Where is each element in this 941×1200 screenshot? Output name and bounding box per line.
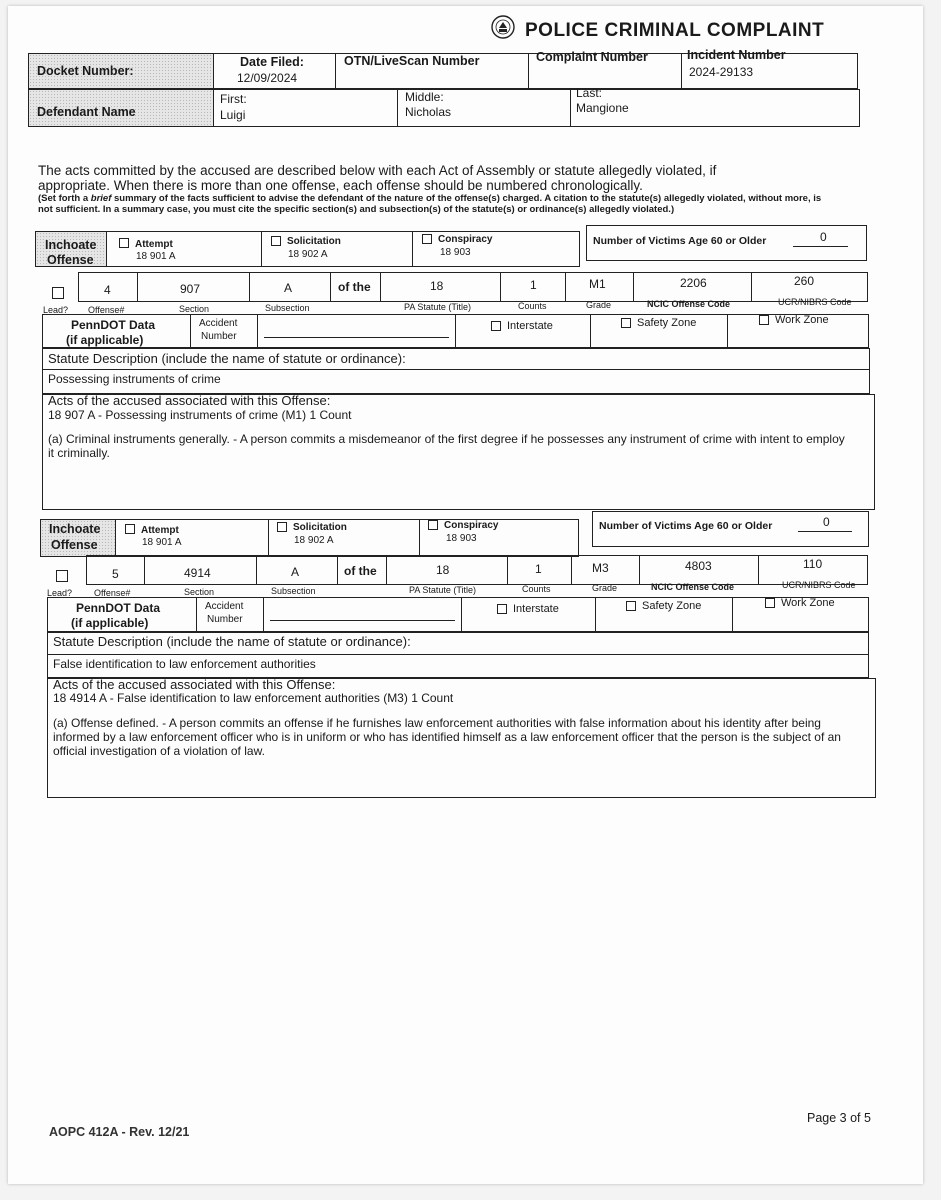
- offense-number-value: 5: [112, 567, 119, 581]
- first-name-label: First:: [220, 92, 247, 106]
- acts-label: Acts of the accused associated with this Offense:: [48, 393, 331, 408]
- ucr-label: UCR/NIBRS Code: [778, 297, 852, 307]
- safety-zone-label: Safety Zone: [637, 317, 697, 329]
- section-label: Section: [184, 587, 215, 597]
- of-the-label: of the: [344, 564, 377, 578]
- subsection-value: A: [291, 565, 300, 579]
- acts-label: Acts of the accused associated with this Offense:: [53, 677, 336, 692]
- ncic-value: 2206: [680, 276, 707, 290]
- inchoate-label: Inchoate: [45, 238, 97, 252]
- ncic-label: NCIC Offense Code: [651, 582, 735, 592]
- work-zone-checkbox[interactable]: [759, 315, 769, 325]
- instructions-fine-print: (Set forth a brief summary of the facts sufficient to advise the defendant of the nature of the offense(s) charged. A citation to the statute(s) allegedly violated, without more, is not sufficient. In a summary case, you must cite the specific section(s) and subsection(s) of the statute(s) or ordinance(s) allegedly violated.): [38, 193, 822, 215]
- acts-text: (a) Offense defined. - A person commits an offense if he furnishes law enforcement authorities with false information about his identity after being informed by a law enforcement officer who is in uniform or who has identified himself as a law enforcement officer that the person is the subject of an official investigation of a violation of law.: [53, 716, 841, 758]
- offense-number-value: 4: [104, 283, 111, 297]
- penndot-label-2: (if applicable): [66, 333, 144, 347]
- safety-zone-label: Safety Zone: [642, 600, 702, 612]
- statute-description-label: Statute Description (include the name of statute or ordinance):: [48, 351, 406, 366]
- offense-num-label: Offense#: [88, 305, 125, 315]
- complaint-number-label: Complaint Number: [536, 50, 648, 64]
- pennsylvania-seal-icon: [490, 14, 516, 40]
- victims-label: Number of Victims Age 60 or Older: [599, 520, 773, 532]
- subsection-value: A: [284, 281, 293, 295]
- incident-number-label: Incident Number: [687, 48, 786, 62]
- statute-description-value: Possessing instruments of crime: [48, 372, 221, 386]
- form-id: AOPC 412A - Rev. 12/21: [49, 1125, 190, 1139]
- work-zone-label: Work Zone: [781, 597, 835, 609]
- ucr-value: 260: [794, 274, 815, 288]
- accident-label-2: Number: [201, 331, 237, 342]
- statute-description-value: False identification to law enforcement authorities: [53, 657, 316, 671]
- page-indicator: Page 3 of 5: [807, 1111, 871, 1125]
- date-filed-value: 12/09/2024: [237, 71, 298, 85]
- counts-label: Counts: [518, 301, 547, 311]
- lead-label: Lead?: [47, 588, 73, 598]
- otn-label: OTN/LiveScan Number: [344, 54, 480, 68]
- penndot-label-2: (if applicable): [71, 616, 149, 630]
- victims-value: 0: [820, 230, 827, 244]
- grade-label: Grade: [586, 300, 612, 310]
- attempt-checkbox[interactable]: [125, 524, 135, 534]
- pa-statute-label: PA Statute (Title): [404, 302, 472, 312]
- safety-zone-checkbox[interactable]: [621, 318, 631, 328]
- victims-label: Number of Victims Age 60 or Older: [593, 235, 767, 247]
- instructions-line-2: appropriate. When there is more than one offense, each offense should be numbered chronologically.: [38, 178, 643, 193]
- complaint-page: [8, 6, 923, 1184]
- attempt-code: 18 901 A: [136, 251, 176, 262]
- victims-value: 0: [823, 515, 830, 529]
- solicitation-code: 18 902 A: [294, 535, 334, 546]
- section-value: 4914: [184, 566, 211, 580]
- ucr-label: UCR/NIBRS Code: [782, 580, 856, 590]
- ucr-value: 110: [803, 557, 823, 571]
- middle-name-label: Middle:: [405, 90, 444, 104]
- subsection-label: Subsection: [265, 303, 310, 313]
- form-title: POLICE CRIMINAL COMPLAINT: [525, 20, 825, 41]
- interstate-checkbox[interactable]: [497, 604, 507, 614]
- of-the-label: of the: [338, 280, 371, 294]
- interstate-checkbox[interactable]: [491, 321, 501, 331]
- accident-label-2: Number: [207, 614, 243, 625]
- section-value: 907: [180, 282, 201, 296]
- section-label: Section: [179, 304, 210, 314]
- work-zone-checkbox[interactable]: [765, 598, 775, 608]
- counts-label: Counts: [522, 584, 551, 594]
- pa-title-value: 18: [430, 279, 444, 293]
- acts-summary: 18 907 A - Possessing instruments of crime (M1) 1 Count: [48, 408, 352, 422]
- solicitation-label: Solicitation: [287, 236, 341, 247]
- docket-label: Docket Number:: [37, 64, 134, 78]
- accident-label: Accident: [199, 318, 238, 329]
- pa-title-value: 18: [436, 563, 450, 577]
- incident-number-value: 2024-29133: [689, 65, 754, 79]
- attempt-code: 18 901 A: [142, 537, 182, 548]
- conspiracy-label: Conspiracy: [444, 520, 499, 531]
- acts-summary: 18 4914 A - False identification to law enforcement authorities (M3) 1 Count: [53, 691, 454, 705]
- inchoate-label-2: Offense: [47, 253, 94, 267]
- offense-num-label: Offense#: [94, 588, 131, 598]
- inchoate-label-2: Offense: [51, 538, 98, 552]
- statute-description-label: Statute Description (include the name of statute or ordinance):: [53, 634, 411, 649]
- interstate-label: Interstate: [513, 603, 559, 615]
- penndot-row-2: [47, 597, 869, 632]
- acts-text: (a) Criminal instruments generally. - A person commits a misdemeanor of the first degree if he possesses any instrument of crime with intent to employ it criminally.: [48, 432, 845, 460]
- solicitation-checkbox[interactable]: [271, 236, 281, 246]
- solicitation-code: 18 902 A: [288, 249, 328, 260]
- pa-statute-label: PA Statute (Title): [409, 585, 477, 595]
- instructions-line-1: The acts committed by the accused are described below with each Act of Assembly or statute allegedly violated, if: [38, 163, 717, 178]
- attempt-label: Attempt: [135, 239, 173, 250]
- inchoate-label: Inchoate: [49, 522, 101, 536]
- defendant-name-label: Defendant Name: [37, 105, 136, 119]
- lead-checkbox-2[interactable]: [56, 570, 68, 582]
- counts-value: 1: [535, 562, 542, 576]
- grade-value: M3: [592, 561, 609, 575]
- interstate-label: Interstate: [507, 320, 553, 332]
- safety-zone-checkbox[interactable]: [626, 601, 636, 611]
- lead-checkbox-1[interactable]: [52, 287, 64, 299]
- accident-label: Accident: [205, 601, 244, 612]
- solicitation-label: Solicitation: [293, 522, 347, 533]
- conspiracy-label: Conspiracy: [438, 234, 493, 245]
- lead-label: Lead?: [43, 305, 69, 315]
- conspiracy-checkbox[interactable]: [422, 234, 432, 244]
- penndot-label: PennDOT Data: [71, 318, 156, 332]
- grade-value: M1: [589, 277, 606, 291]
- attempt-label: Attempt: [141, 525, 179, 536]
- work-zone-label: Work Zone: [775, 314, 829, 326]
- ncic-label: NCIC Offense Code: [647, 299, 731, 309]
- ncic-value: 4803: [685, 559, 712, 573]
- solicitation-checkbox[interactable]: [277, 522, 287, 532]
- attempt-checkbox[interactable]: [119, 238, 129, 248]
- conspiracy-code: 18 903: [440, 247, 471, 258]
- grade-label: Grade: [592, 583, 618, 593]
- conspiracy-code: 18 903: [446, 533, 477, 544]
- date-filed-label: Date Filed:: [240, 55, 304, 69]
- first-name-value: Luigi: [220, 108, 246, 122]
- conspiracy-checkbox[interactable]: [428, 520, 438, 530]
- last-name-value: Mangione: [576, 101, 629, 115]
- last-name-label: Last:: [576, 86, 603, 100]
- penndot-label: PennDOT Data: [76, 601, 161, 615]
- subsection-label: Subsection: [271, 586, 316, 596]
- middle-name-value: Nicholas: [405, 105, 452, 119]
- counts-value: 1: [530, 278, 537, 292]
